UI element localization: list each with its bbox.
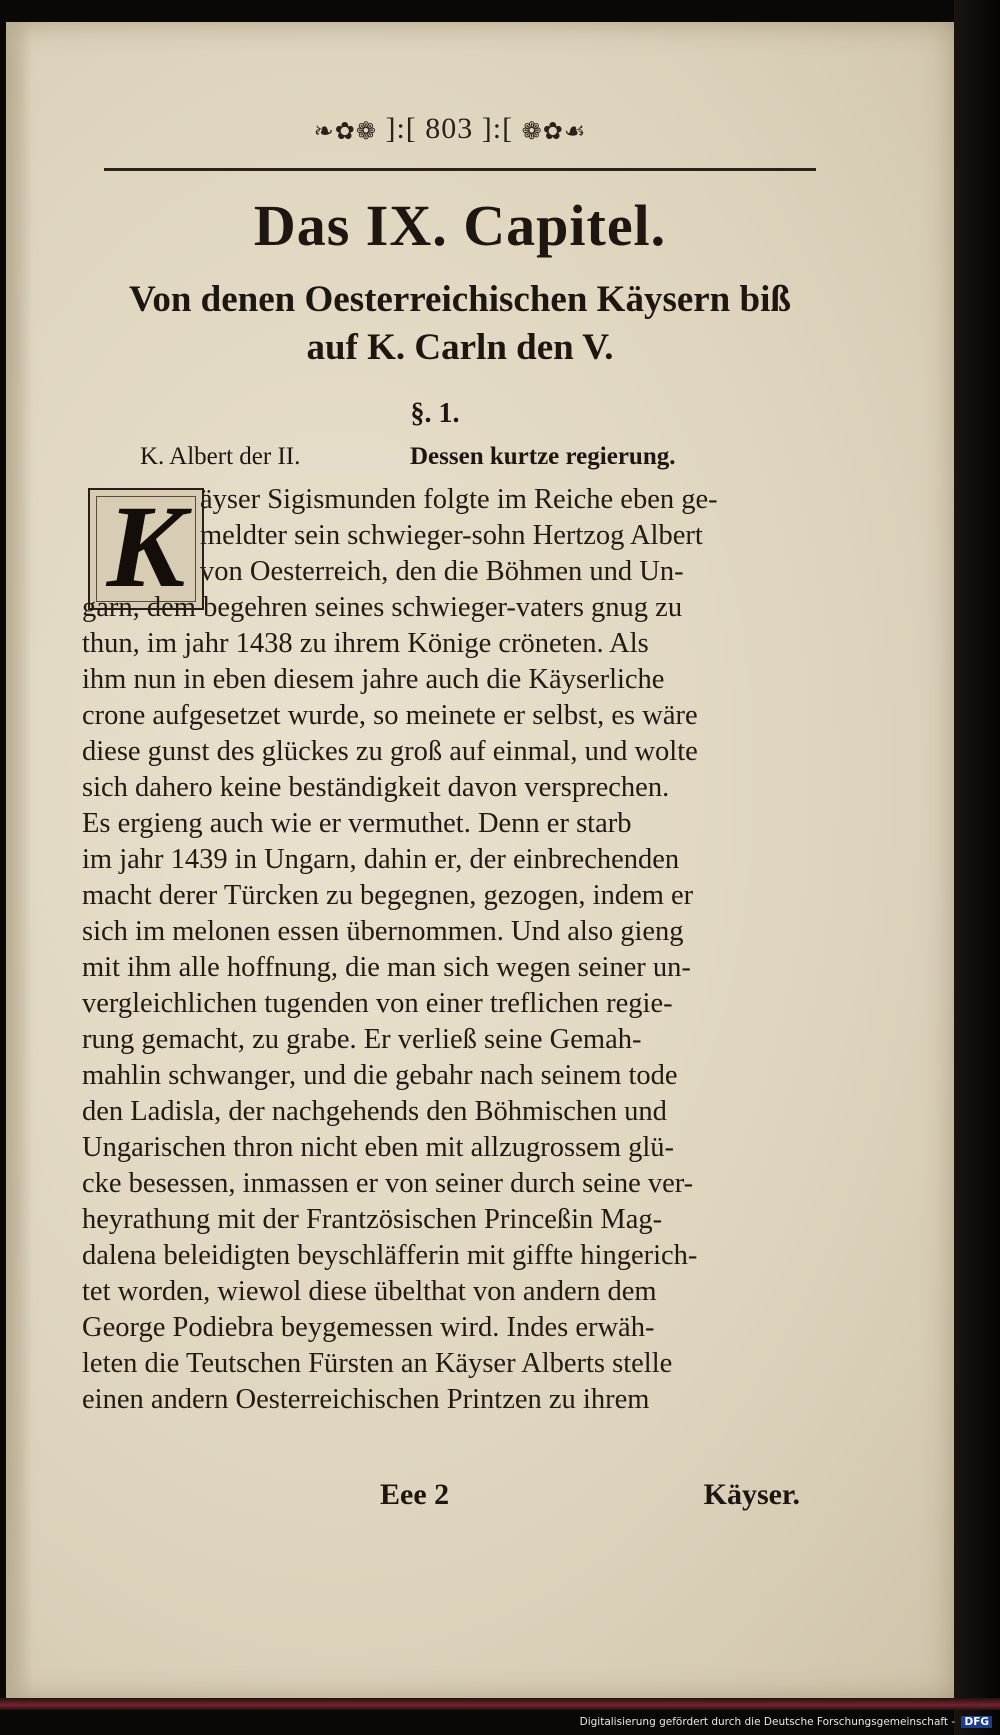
scan-edge xyxy=(954,0,1000,1735)
text-line: einen andern Oesterreichischen Printzen zu ihrem xyxy=(82,1384,650,1415)
chapter-title: Das IX. Capitel. xyxy=(253,193,667,258)
text-line: cke besessen, inmassen er von seiner durch seine ver- xyxy=(82,1168,694,1199)
header-rule xyxy=(104,168,816,171)
section-heading xyxy=(140,443,760,477)
text-line: George Podiebra beygemessen wird. Indes erwäh- xyxy=(82,1312,655,1343)
text-line: vergleichlichen tugenden von einer treflichen regie- xyxy=(82,988,673,1019)
page-bottom-edge xyxy=(0,1698,1000,1710)
text-line: sich dahero keine beständigkeit davon versprechen. xyxy=(82,772,670,803)
text-line: Ungarischen thron nicht eben mit allzugrossem glü- xyxy=(82,1132,675,1163)
section-mark: §. 1. xyxy=(410,398,460,429)
dfg-logo: DFG xyxy=(961,1716,992,1728)
text-line: den Ladisla, der nachgehends den Böhmischen und xyxy=(82,1096,667,1127)
sidenote-left: K. Albert der II. xyxy=(140,443,301,470)
header-left-bracket: ]:[ xyxy=(385,112,417,145)
text-line: macht derer Türcken zu begegnen, gezogen, indem er xyxy=(82,880,694,911)
text-line: rung gemacht, zu grabe. Er verließ seine Gemah- xyxy=(82,1024,642,1055)
text-line: heyrathung mit der Frantzösischen Princeßin Mag- xyxy=(82,1204,663,1235)
ornament-right-icon: ❁✿☙ xyxy=(521,118,587,145)
catchword: Käyser. xyxy=(703,1478,800,1511)
text-line: mit ihm alle hoffnung, die man sich wegen seiner un- xyxy=(82,952,691,983)
sidenote-right: Dessen kurtze regierung. xyxy=(410,443,676,470)
text-line: leten die Teutschen Fürsten an Käyser Alberts stelle xyxy=(82,1348,673,1379)
text-line: tet worden, wiewol diese übelthat von andern dem xyxy=(82,1276,657,1307)
text-line: äyser Sigismunden folgte im Reiche eben ge- xyxy=(200,484,718,515)
subtitle-line: Von denen Oesterreichischen Käysern biß xyxy=(129,279,791,320)
text-line: Es ergieng auch wie er vermuthet. Denn er starb xyxy=(82,808,632,839)
text-line: diese gunst des glückes zu groß auf einmal, und wolte xyxy=(82,736,698,767)
text-line: dalena beleidigten beyschläfferin mit giffte hingerich- xyxy=(82,1240,698,1271)
text-line: im jahr 1439 in Ungarn, dahin er, der einbrechenden xyxy=(82,844,680,875)
page-number: 803 xyxy=(425,112,474,145)
header-right-bracket: ]:[ xyxy=(481,112,514,145)
signature-mark: Eee 2 xyxy=(380,1478,450,1511)
chapter-subtitle xyxy=(90,276,830,372)
text-line: thun, im jahr 1438 zu ihrem Könige cröneten. Als xyxy=(82,628,649,659)
digitization-credit xyxy=(560,1716,992,1732)
ornament-left-icon: ❧✿❁ xyxy=(313,118,377,145)
text-line: von Oesterreich, den die Böhmen und Un- xyxy=(200,556,684,587)
running-header xyxy=(270,112,630,148)
dropcap-letter: K xyxy=(106,481,186,612)
text-line: meldter sein schwieger-sohn Hertzog Albert xyxy=(200,520,703,551)
text-line: mahlin schwanger, und die gebahr nach seinem tode xyxy=(82,1060,678,1091)
text-line: garn, dem begehren seines schwieger-vaters gnug zu xyxy=(82,592,683,623)
subtitle-line: auf K. Carln den V. xyxy=(306,327,614,368)
page-footer xyxy=(380,1478,800,1516)
text-line: crone aufgesetzet wurde, so meinete er selbst, es wäre xyxy=(82,700,698,731)
text-line: sich im melonen essen übernommen. Und also gieng xyxy=(82,916,684,947)
credit-text: Digitalisierung gefördert durch die Deutsche Forschungsgemeinschaft - xyxy=(579,1716,956,1728)
text-line: ihm nun in eben diesem jahre auch die Käyserliche xyxy=(82,664,665,695)
